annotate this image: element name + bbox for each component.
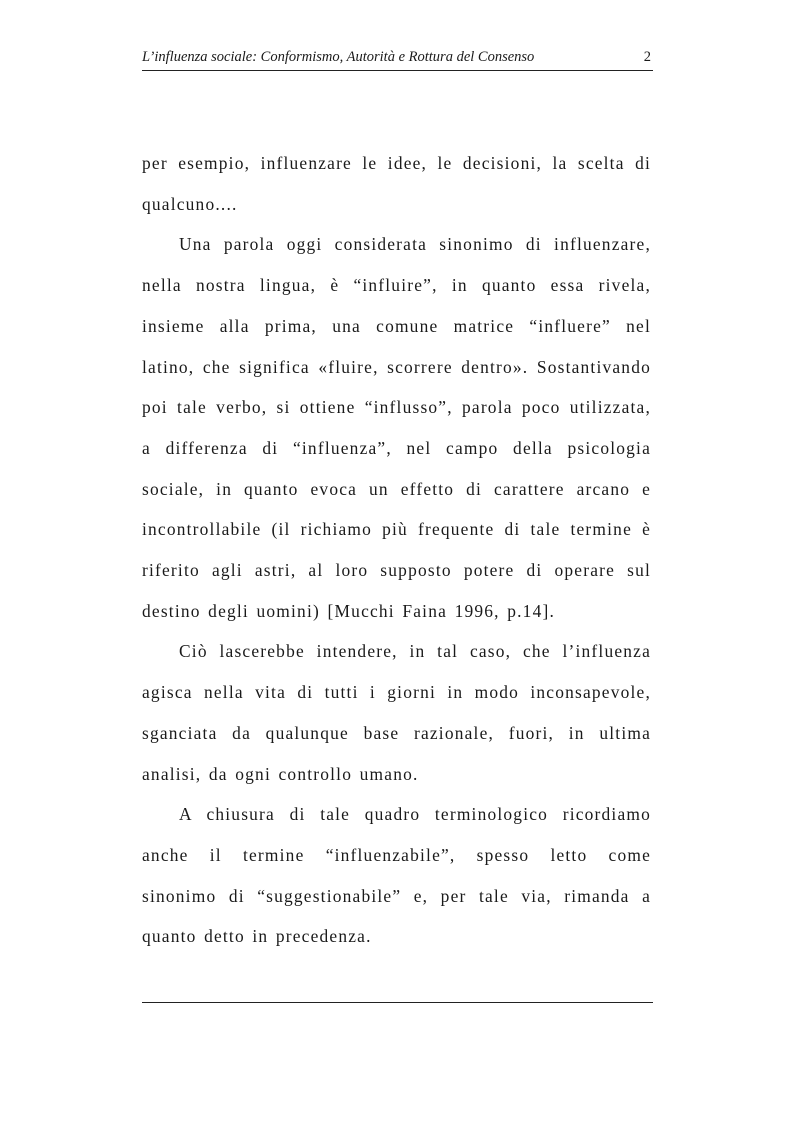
body-text	[142, 143, 651, 957]
paragraph-4: A chiusura di tale quadro terminologico ricordiamo anche il termine “influenzabile”, spesso letto come sinonimo di “suggestionabile” e, per tale via, rimanda a quanto detto in precedenza.	[142, 804, 651, 947]
paragraph-1: per esempio, influenzare le idee, le decisioni, la scelta di qualcuno....	[142, 153, 651, 214]
page-number: 2	[643, 49, 651, 65]
footer-rule	[142, 1002, 653, 1003]
paragraph-3: Ciò lascerebbe intendere, in tal caso, che l’influenza agisca nella vita di tutti i giorni in modo inconsapevole, sganciata da qualunque base razionale, fuori, in ultima analisi, da ogni controllo umano.	[142, 641, 651, 784]
page-header	[142, 47, 653, 69]
paragraph-2: Una parola oggi considerata sinonimo di influenzare, nella nostra lingua, è “influire”, in quanto essa rivela, insieme alla prima, una comune matrice “influere” nel latino, che significa «fluire, scorrere dentro». Sostantivando poi tale verbo, si ottiene “influsso”, parola poco utilizzata, a differenza di “influenza”, nel campo della psicologia sociale, in quanto evoca un effetto di carattere arcano e incontrollabile (il richiamo più frequente di tale termine è riferito agli astri, al loro supposto potere di operare sul destino degli uomini) [Mucchi Faina 1996, p.14].	[142, 234, 651, 621]
running-title: L’influenza sociale: Conformismo, Autorità e Rottura del Consenso	[142, 49, 535, 65]
header-rule	[142, 70, 653, 71]
